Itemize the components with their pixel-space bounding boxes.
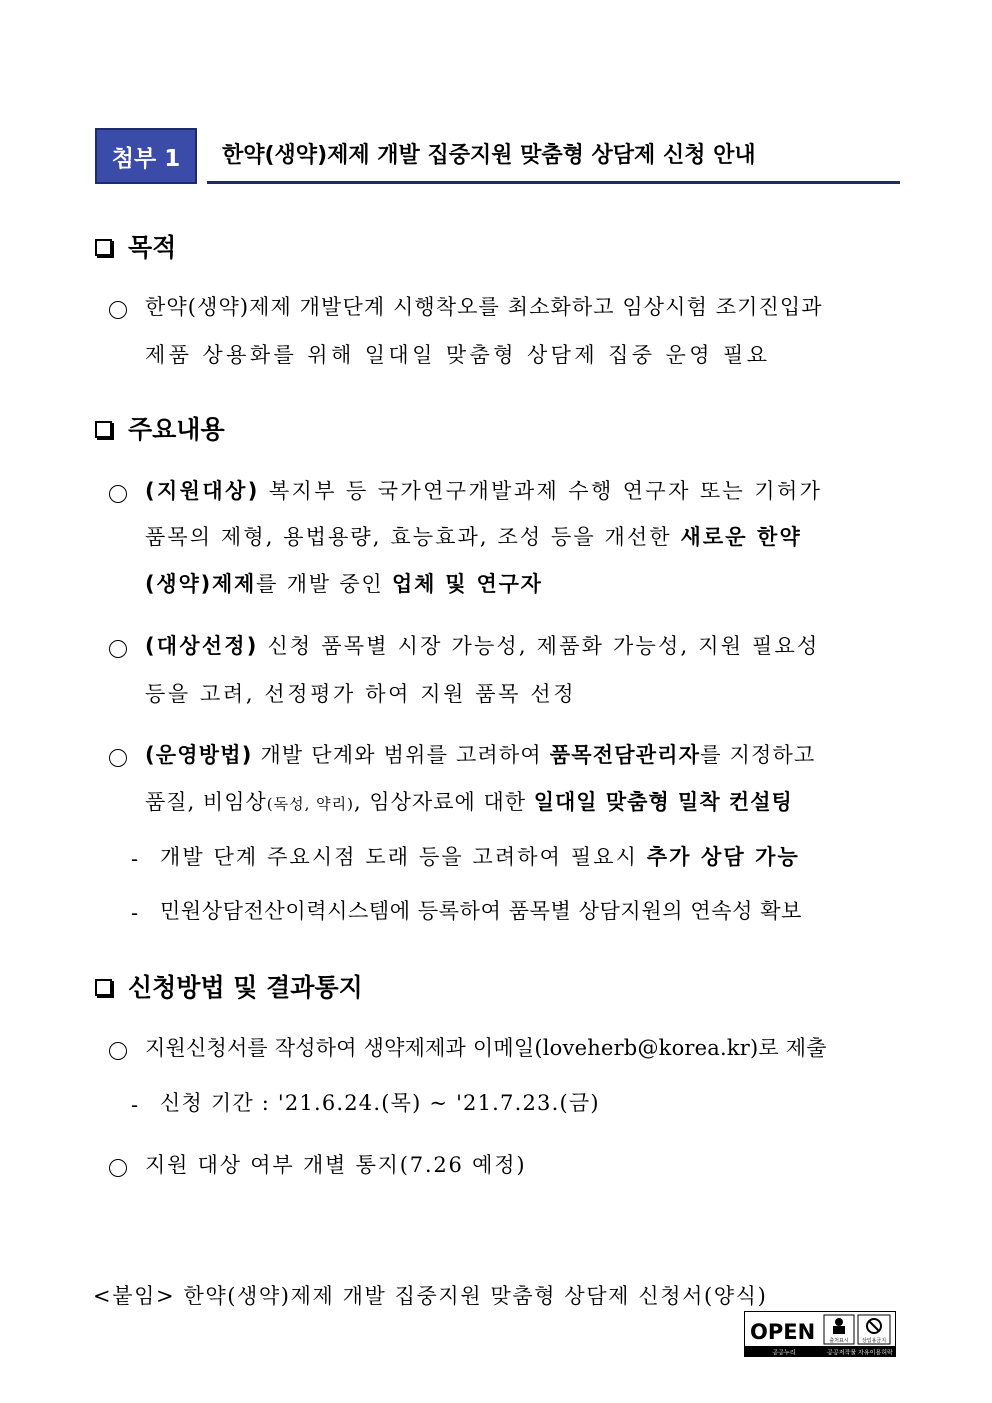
operation-line-1 <box>145 745 816 766</box>
purpose-line-1: 한약(생약)제제 개발단계 시행착오를 최소화하고 임상시험 조기진입과 <box>145 295 823 319</box>
apply-period: 신청 기간 : '21.6.24.(목) ~ '21.7.23.(금) <box>160 1091 600 1115</box>
operation-line-2-small: (독성, 약리) <box>266 795 354 813</box>
operation-line-2-text: 품질, 비임상 <box>145 790 267 814</box>
selection-label: (대상선정) <box>145 634 259 658</box>
open-logo-sub-right: 공공저작물 자유이용허락 <box>827 1349 893 1357</box>
open-logo-text: OPEN <box>750 1320 816 1344</box>
operation-line-2-mid: , 임상자료에 대한 <box>353 790 527 814</box>
checkbox-square-icon <box>95 979 112 996</box>
operation-line-2-bold: 일대일 맞춤형 밀착 컨설팅 <box>533 790 793 814</box>
operation-label: (운영방법) <box>145 743 253 767</box>
kogl-open-license-logo <box>744 1311 896 1357</box>
apply-item-2: 지원 대상 여부 개별 통지(7.26 예정) <box>145 1153 527 1177</box>
target-line-2-text: 품목의 제형, 용법용량, 효능효과, 조성 등을 개선한 <box>145 525 672 549</box>
operation-sub-1-text: 개발 단계 주요시점 도래 등을 고려하여 필요시 <box>160 845 638 869</box>
open-logo-sub-left: 공공누리 <box>772 1349 796 1357</box>
operation-sub-1-bold: 추가 상담 가능 <box>646 845 800 869</box>
operation-sub-2: 민원상담전산이력시스템에 등록하여 품목별 상담지원의 연속성 확보 <box>160 899 803 923</box>
section-apply-heading: 신청방법 및 결과통지 <box>95 968 363 1004</box>
circle-bullet-icon <box>109 301 127 319</box>
section-purpose-heading: 목적 <box>95 228 176 264</box>
selection-line-2: 등을 고려, 선정평가 하여 지원 품목 선정 <box>145 682 577 706</box>
person-icon <box>835 1318 843 1326</box>
operation-sub-1 <box>160 847 800 868</box>
target-line-3-bold-a: (생약)제제 <box>145 572 257 596</box>
circle-bullet-icon <box>109 749 127 767</box>
open-logo-badge-1: 출처표시 <box>829 1338 849 1344</box>
target-line-1-text: 복지부 등 국가연구개발과제 수행 연구자 또는 기허가 <box>268 479 823 503</box>
target-line-2 <box>145 527 802 548</box>
operation-line-1-text: 개발 단계와 범위를 고려하여 <box>260 743 542 767</box>
open-logo-badge-2: 상업용금지 <box>861 1338 887 1344</box>
circle-bullet-icon <box>109 1159 127 1177</box>
title-underline <box>207 181 900 184</box>
dash-bullet: - <box>131 901 139 925</box>
target-line-3-bold-b: 업체 및 연구자 <box>392 572 543 596</box>
target-line-3-text: 를 개발 중인 <box>256 572 384 596</box>
apply-item-1: 지원신청서를 작성하여 생약제제과 이메일(loveherb@korea.kr)로 제출 <box>145 1036 827 1060</box>
target-line-2-bold: 새로운 한약 <box>680 525 802 549</box>
document-title: 한약(생약)제제 개발 집중지원 맞춤형 상담제 신청 안내 <box>222 143 756 168</box>
selection-line-1-text: 신청 품목별 시장 가능성, 제품화 가능성, 지원 필요성 <box>267 634 820 658</box>
circle-bullet-icon <box>109 485 127 503</box>
target-line-3 <box>145 574 543 595</box>
attachment-note: <붙임> 한약(생약)제제 개발 집중지원 맞춤형 상담제 신청서(양식) <box>93 1284 768 1308</box>
target-line-1 <box>145 481 822 502</box>
attachment-badge: 첨부 1 <box>95 128 197 184</box>
operation-line-1-bold: 품목전담관리자 <box>549 743 701 767</box>
circle-bullet-icon <box>109 1042 127 1060</box>
dash-bullet: - <box>131 847 139 871</box>
circle-bullet-icon <box>109 640 127 658</box>
target-label: (지원대상) <box>145 479 260 503</box>
dash-bullet: - <box>131 1093 139 1117</box>
section-contents-heading: 주요내용 <box>95 410 225 446</box>
selection-line-1 <box>145 636 820 657</box>
operation-line-1-tail: 를 지정하고 <box>700 743 816 767</box>
checkbox-square-icon <box>95 421 112 438</box>
purpose-line-2: 제품 상용화를 위해 일대일 맞춤형 상담제 집중 운영 필요 <box>145 343 771 367</box>
operation-line-2 <box>145 792 793 813</box>
checkbox-square-icon <box>95 239 112 256</box>
